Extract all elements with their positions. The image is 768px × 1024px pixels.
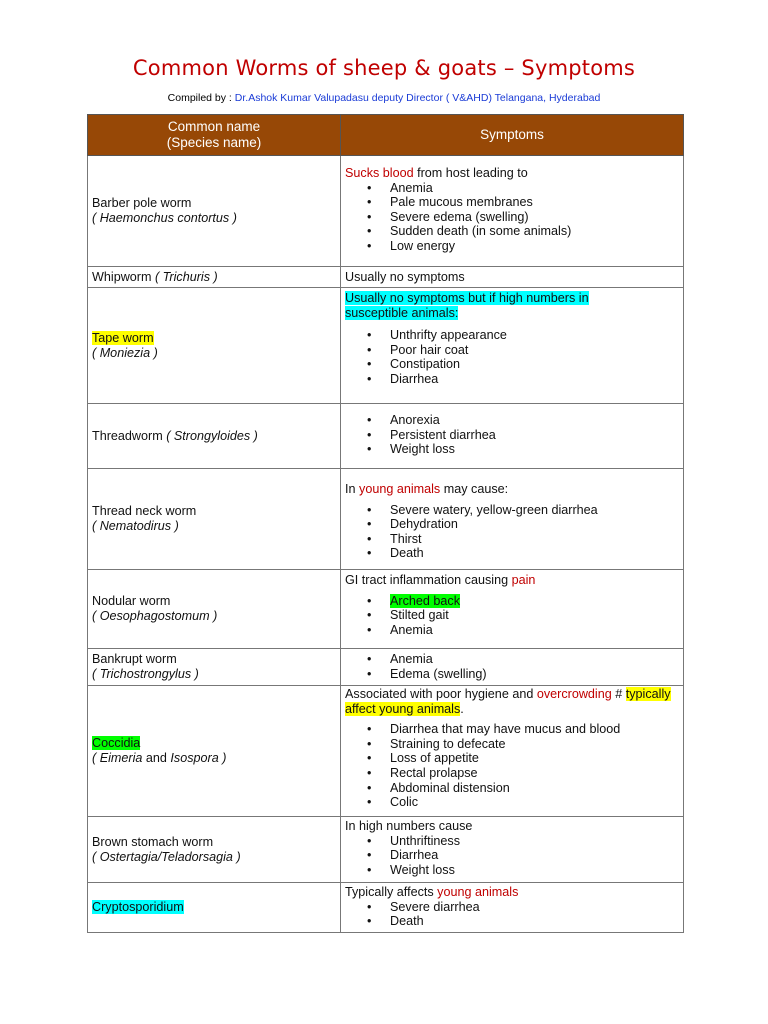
symptom-list [345,834,679,878]
table-row [88,883,684,933]
list-item: • Constipation [390,357,679,372]
table-row [88,686,684,817]
list-item: • Edema (swelling) [390,667,679,682]
list-item: • Sudden death (in some animals) [390,224,679,239]
table-row [88,649,684,686]
worm-species: ( Trichuris ) [154,269,218,284]
list-item: • Colic [390,795,679,810]
symptom-intro: Sucks blood from host leading to [345,166,528,180]
symptom-list [345,181,679,254]
symptom-intro: Usually no symptoms but if high numbers in susceptible animals: [345,291,589,320]
symptom-list [345,328,679,386]
worm-name-cell [88,883,341,933]
symptom-list [345,503,679,561]
worm-name: Tape worm [92,330,154,345]
worm-species: ( Eimeria and Isospora ) [92,751,227,765]
symptoms-cell [341,883,684,933]
list-item: • Persistent diarrhea [390,428,679,443]
list-item: • Severe watery, yellow-green diarrhea [390,503,679,518]
table-row [88,469,684,570]
worm-name: Brown stomach worm [92,834,214,849]
symptoms-cell [341,469,684,570]
list-item: • Severe edema (swelling) [390,210,679,225]
table-row [88,156,684,267]
symptom-list [345,900,679,929]
worm-species: ( Ostertagia/Teladorsagia ) [92,849,241,864]
list-item: • Diarrhea that may have mucus and blood [390,722,679,737]
symptoms-cell [341,817,684,883]
worm-species: ( Trichostrongylus ) [92,667,199,681]
worm-name-cell [88,649,341,686]
list-item: • Straining to defecate [390,737,679,752]
symptoms-cell [341,686,684,817]
header-common-name: Common name (Species name) [88,115,341,156]
worms-table [87,114,684,933]
list-item: • Anorexia [390,413,679,428]
symptom-text: Usually no symptoms [345,269,465,284]
symptoms-cell [341,404,684,469]
credit-name: Dr.Ashok Kumar Valupadasu deputy Director ( V&AHD) Telangana, Hyderabad [234,92,601,104]
symptom-list [345,652,679,681]
symptom-list [345,722,679,810]
worm-species: ( Nematodirus ) [92,519,179,533]
symptoms-cell [341,570,684,649]
list-item: • Unthrifty appearance [390,328,679,343]
worm-name-cell [88,156,341,267]
list-item: • Pale mucous membranes [390,195,679,210]
list-item: • Rectal prolapse [390,766,679,781]
table-row [88,404,684,469]
worm-name-cell [88,570,341,649]
worm-species: ( Haemonchus contortus ) [92,211,237,225]
worm-species: ( Moniezia ) [92,345,158,360]
symptoms-cell [341,288,684,404]
symptoms-cell [341,267,684,288]
list-item: • Death [390,546,679,561]
worm-name: Nodular worm [92,594,171,609]
list-item: • Stilted gait [390,608,679,623]
symptom-intro: Typically affects young animals [345,885,519,899]
symptom-intro: In high numbers cause [345,819,473,833]
table-row [88,817,684,883]
list-item: • Diarrhea [390,848,679,863]
list-item: • Diarrhea [390,372,679,387]
list-item: • Abdominal distension [390,781,679,796]
worm-name: Cryptosporidium [92,900,184,915]
worm-name-cell [88,817,341,883]
list-item: • Thirst [390,532,679,547]
table-row [88,288,684,404]
list-item: • Poor hair coat [390,343,679,358]
symptoms-cell [341,649,684,686]
list-item: • Weight loss [390,442,679,457]
list-item: • Dehydration [390,517,679,532]
table-row [88,570,684,649]
list-item: • Low energy [390,239,679,254]
list-item: • Loss of appetite [390,751,679,766]
worm-name: Bankrupt worm [92,652,177,667]
worm-name-cell [88,686,341,817]
worm-name: Threadworm [92,428,163,443]
worm-species: ( Oesophagostomum ) [92,609,218,623]
symptom-list [345,413,679,457]
worm-name-cell [88,469,341,570]
list-item: • Anemia [390,652,679,667]
list-item: • Arched back [390,594,679,609]
list-item: • Weight loss [390,863,679,878]
credit-label: Compiled by : [167,92,235,104]
list-item: • Anemia [390,623,679,638]
symptom-intro: Associated with poor hygiene and overcrowding # typically affect young animals. [345,687,671,716]
worm-species: ( Strongyloides ) [166,428,258,443]
worm-name-cell [88,404,341,469]
worm-name-cell [88,288,341,404]
worm-name: Barber pole worm [92,196,192,211]
list-item: • Anemia [390,181,679,196]
worm-name: Thread neck worm [92,504,197,519]
list-item: • Death [390,914,679,929]
table-header-row [88,115,684,156]
header-symptoms: Symptoms [341,115,684,156]
symptom-intro: In young animals may cause: [345,482,509,496]
table-row [88,267,684,288]
credit-line [0,92,768,104]
symptom-list [345,594,679,638]
symptom-intro: GI tract inflammation causing pain [345,573,536,587]
page-title: Common Worms of sheep & goats – Symptoms [132,56,636,80]
worm-name: Whipworm [92,269,152,284]
worm-name: Coccidia [92,736,141,751]
list-item: • Severe diarrhea [390,900,679,915]
worm-name-cell [88,267,341,288]
list-item: • Unthriftiness [390,834,679,849]
symptoms-cell [341,156,684,267]
